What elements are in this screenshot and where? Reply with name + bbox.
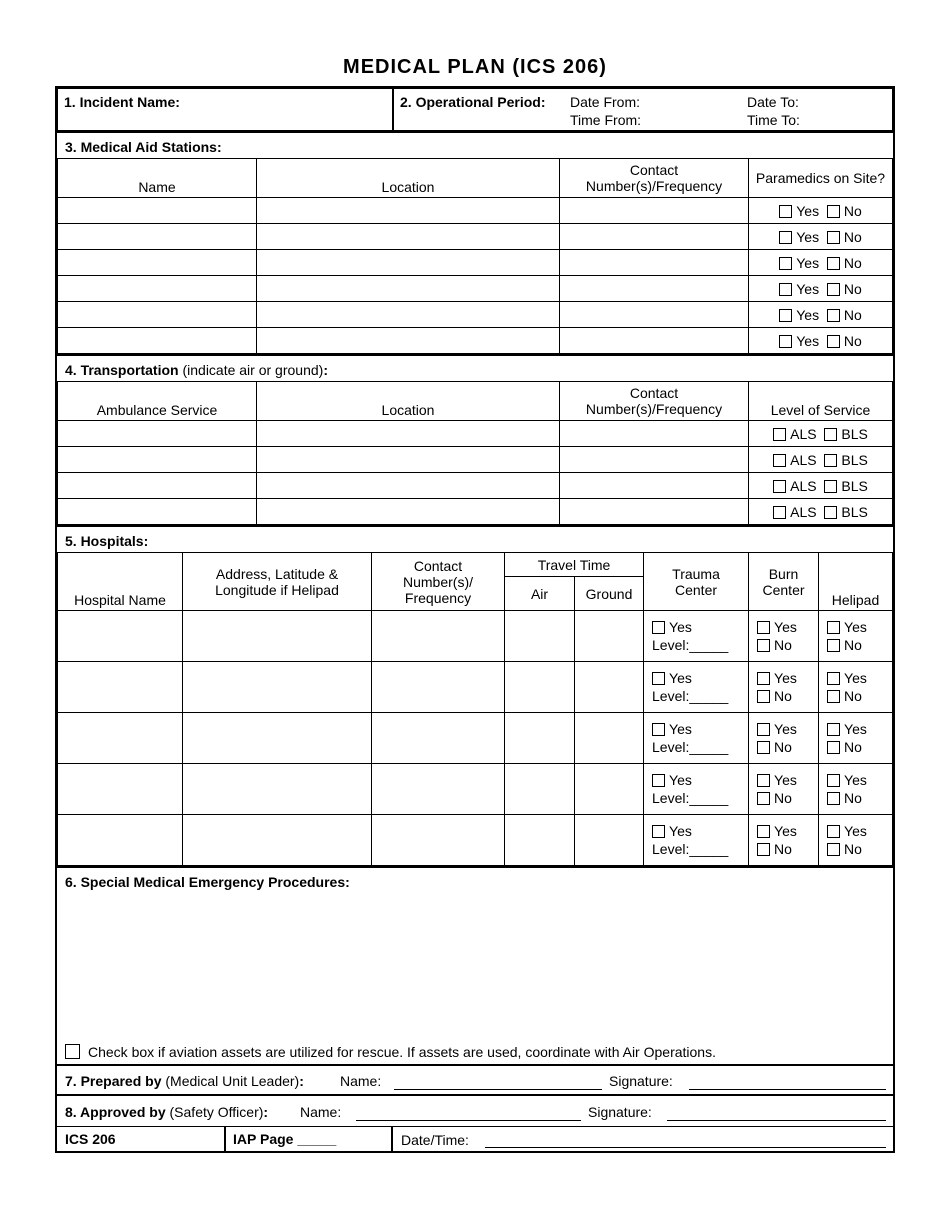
hospital-name-cell[interactable]	[58, 815, 183, 866]
aid-contact-cell[interactable]	[560, 198, 749, 224]
helipad-cell	[819, 662, 893, 713]
hospital-name-cell[interactable]	[58, 611, 183, 662]
aid-name-cell[interactable]	[58, 250, 257, 276]
iap-page-cell[interactable]	[226, 1127, 393, 1151]
col-address: Address, Latitude & Longitude if Helipad	[183, 553, 372, 611]
transportation-table	[57, 381, 893, 525]
burn-no-checkbox[interactable]	[757, 843, 770, 856]
ambulance-service-cell[interactable]	[58, 421, 257, 447]
col-location: Location	[257, 159, 560, 198]
helipad-cell	[819, 713, 893, 764]
paramedics-yes-label: Yes	[796, 280, 820, 297]
ambulance-service-cell[interactable]	[58, 473, 257, 499]
page-title: MEDICAL PLAN (ICS 206)	[343, 56, 607, 78]
date-to-label: Date To:	[747, 94, 799, 110]
aid-location-cell[interactable]	[257, 276, 560, 302]
transportation-section	[57, 354, 893, 525]
transport-location-cell[interactable]	[257, 499, 560, 525]
aid-paramedics-cell	[749, 250, 893, 276]
hospital-row	[58, 611, 893, 662]
aid-station-row	[58, 224, 893, 250]
hospital-address-cell[interactable]	[183, 815, 372, 866]
travel-air-cell[interactable]	[505, 815, 575, 866]
trauma-level-field[interactable]: Level:_____	[652, 841, 729, 857]
transport-contact-cell[interactable]	[560, 499, 749, 525]
als-checkbox[interactable]	[773, 428, 786, 441]
helipad-no-label: No	[844, 841, 862, 857]
aid-station-row	[58, 276, 893, 302]
hospital-contact-cell[interactable]	[372, 713, 505, 764]
iap-page-label: IAP Page _____	[233, 1131, 337, 1147]
bls-label: BLS	[841, 477, 868, 494]
hospital-row	[58, 764, 893, 815]
form-id: ICS 206	[65, 1131, 116, 1147]
aid-station-row	[58, 328, 893, 354]
transport-row	[58, 421, 893, 447]
paramedics-no-label: No	[843, 202, 862, 219]
hospital-row	[58, 662, 893, 713]
transport-row	[58, 447, 893, 473]
transport-row	[58, 499, 893, 525]
trauma-yes-checkbox[interactable]	[652, 621, 665, 634]
col-ground: Ground	[575, 577, 644, 611]
paramedics-no-label: No	[843, 332, 862, 349]
aid-station-row	[58, 250, 893, 276]
prepared-signature-label: Signature:	[609, 1073, 673, 1089]
transport-contact-cell[interactable]	[560, 421, 749, 447]
transport-location-cell[interactable]	[257, 447, 560, 473]
aid-station-row	[58, 198, 893, 224]
approved-name-label: Name:	[300, 1104, 342, 1120]
bls-checkbox[interactable]	[824, 428, 837, 441]
travel-ground-cell[interactable]	[575, 815, 644, 866]
helipad-no-label: No	[844, 688, 862, 704]
medical-aid-stations-section	[57, 131, 893, 354]
hospital-address-cell[interactable]	[183, 713, 372, 764]
paramedics-yes-label: Yes	[796, 254, 820, 271]
prepared-signature-input[interactable]	[689, 1074, 886, 1090]
burn-center-cell	[749, 611, 819, 662]
paramedics-yes-checkbox[interactable]	[779, 283, 792, 296]
als-checkbox[interactable]	[773, 454, 786, 467]
aid-location-cell[interactable]	[257, 250, 560, 276]
approved-signature-input[interactable]	[667, 1105, 886, 1121]
helipad-yes-label: Yes	[844, 772, 867, 788]
aid-name-cell[interactable]	[58, 224, 257, 250]
burn-center-cell	[749, 713, 819, 764]
helipad-no-checkbox[interactable]	[827, 843, 840, 856]
col-contact: Contact Number(s)/Frequency	[560, 382, 749, 421]
travel-air-cell[interactable]	[505, 662, 575, 713]
bls-checkbox[interactable]	[824, 480, 837, 493]
burn-yes-label: Yes	[774, 619, 797, 635]
burn-no-checkbox[interactable]	[757, 639, 770, 652]
aid-station-row	[58, 302, 893, 328]
trauma-center-cell	[644, 713, 749, 764]
special-procedures-section[interactable]	[57, 866, 893, 1064]
burn-no-label: No	[774, 739, 792, 755]
aid-contact-cell[interactable]	[560, 250, 749, 276]
burn-no-checkbox[interactable]	[757, 690, 770, 703]
transport-contact-cell[interactable]	[560, 447, 749, 473]
approved-by-label: 8. Approved by (Safety Officer):	[65, 1104, 269, 1120]
paramedics-yes-checkbox[interactable]	[779, 231, 792, 244]
travel-air-cell[interactable]	[505, 611, 575, 662]
col-paramedics: Paramedics on Site?	[749, 159, 893, 198]
paramedics-no-label: No	[843, 280, 862, 297]
burn-no-label: No	[774, 841, 792, 857]
paramedics-yes-label: Yes	[796, 306, 820, 323]
bls-label: BLS	[841, 451, 868, 468]
medical-aid-stations-table	[57, 158, 893, 354]
incident-name-field[interactable]	[58, 89, 394, 131]
burn-yes-checkbox[interactable]	[757, 621, 770, 634]
trauma-yes-label: Yes	[669, 670, 692, 686]
col-location: Location	[257, 382, 560, 421]
helipad-no-checkbox[interactable]	[827, 741, 840, 754]
paramedics-no-checkbox[interactable]	[827, 309, 840, 322]
transportation-label: 4. Transportation (indicate air or ground):	[65, 362, 328, 378]
hospital-row	[58, 713, 893, 764]
aid-location-cell[interactable]	[257, 328, 560, 354]
bls-label: BLS	[841, 425, 868, 442]
burn-yes-label: Yes	[774, 721, 797, 737]
burn-no-checkbox[interactable]	[757, 792, 770, 805]
trauma-yes-checkbox[interactable]	[652, 825, 665, 838]
aid-name-cell[interactable]	[58, 198, 257, 224]
approved-by-section	[57, 1094, 893, 1126]
transport-location-cell[interactable]	[257, 421, 560, 447]
helipad-no-checkbox[interactable]	[827, 690, 840, 703]
helipad-yes-checkbox[interactable]	[827, 825, 840, 838]
col-burn-center: Burn Center	[749, 553, 819, 611]
burn-yes-checkbox[interactable]	[757, 672, 770, 685]
trauma-yes-label: Yes	[669, 721, 692, 737]
trauma-center-cell	[644, 764, 749, 815]
ambulance-service-cell[interactable]	[58, 499, 257, 525]
aviation-checkbox[interactable]	[65, 1044, 80, 1059]
trauma-center-cell	[644, 662, 749, 713]
travel-ground-cell[interactable]	[575, 764, 644, 815]
travel-air-cell[interactable]	[505, 764, 575, 815]
aid-contact-cell[interactable]	[560, 328, 749, 354]
burn-yes-checkbox[interactable]	[757, 774, 770, 787]
level-of-service-cell	[749, 447, 893, 473]
burn-no-label: No	[774, 688, 792, 704]
helipad-yes-checkbox[interactable]	[827, 774, 840, 787]
aid-name-cell[interactable]	[58, 302, 257, 328]
aid-name-cell[interactable]	[58, 328, 257, 354]
burn-yes-label: Yes	[774, 772, 797, 788]
paramedics-no-label: No	[843, 306, 862, 323]
trauma-yes-checkbox[interactable]	[652, 723, 665, 736]
aid-name-cell[interactable]	[58, 276, 257, 302]
trauma-level-field[interactable]: Level:_____	[652, 688, 729, 704]
burn-yes-checkbox[interactable]	[757, 825, 770, 838]
bls-label: BLS	[841, 503, 868, 520]
level-of-service-cell	[749, 421, 893, 447]
helipad-yes-label: Yes	[844, 619, 867, 635]
helipad-yes-label: Yes	[844, 721, 867, 737]
medical-aid-stations-label: 3. Medical Aid Stations:	[65, 139, 222, 155]
col-ambulance-service: Ambulance Service	[58, 382, 257, 421]
approved-signature-label: Signature:	[588, 1104, 652, 1120]
paramedics-yes-label: Yes	[796, 228, 820, 245]
col-travel-time: Travel Time	[505, 553, 644, 577]
trauma-yes-label: Yes	[669, 772, 692, 788]
paramedics-yes-checkbox[interactable]	[779, 257, 792, 270]
aviation-check-text: Check box if aviation assets are utilized for rescue. If assets are used, coordinate with Air Operations.	[88, 1044, 716, 1060]
helipad-no-checkbox[interactable]	[827, 792, 840, 805]
transport-contact-cell[interactable]	[560, 473, 749, 499]
als-label: ALS	[790, 503, 817, 520]
burn-no-label: No	[774, 790, 792, 806]
burn-center-cell	[749, 764, 819, 815]
trauma-center-cell	[644, 815, 749, 866]
aid-paramedics-cell	[749, 224, 893, 250]
paramedics-no-checkbox[interactable]	[827, 205, 840, 218]
hospital-name-cell[interactable]	[58, 713, 183, 764]
paramedics-no-checkbox[interactable]	[827, 231, 840, 244]
bls-checkbox[interactable]	[824, 454, 837, 467]
paramedics-no-label: No	[843, 228, 862, 245]
aid-paramedics-cell	[749, 328, 893, 354]
col-trauma-center: Trauma Center	[644, 553, 749, 611]
level-of-service-cell	[749, 473, 893, 499]
transport-row	[58, 473, 893, 499]
helipad-no-label: No	[844, 637, 862, 653]
trauma-level-field[interactable]: Level:_____	[652, 637, 729, 653]
paramedics-no-checkbox[interactable]	[827, 283, 840, 296]
trauma-yes-label: Yes	[669, 823, 692, 839]
travel-air-cell[interactable]	[505, 713, 575, 764]
hospital-contact-cell[interactable]	[372, 815, 505, 866]
paramedics-yes-checkbox[interactable]	[779, 205, 792, 218]
aid-location-cell[interactable]	[257, 198, 560, 224]
hospital-contact-cell[interactable]	[372, 611, 505, 662]
als-checkbox[interactable]	[773, 480, 786, 493]
hospital-row	[58, 815, 893, 866]
hospital-contact-cell[interactable]	[372, 662, 505, 713]
burn-no-checkbox[interactable]	[757, 741, 770, 754]
operational-period-label: 2. Operational Period:	[400, 94, 546, 110]
hospitals-label: 5. Hospitals:	[65, 533, 149, 549]
col-level-of-service: Level of Service	[749, 382, 893, 421]
als-label: ALS	[790, 451, 817, 468]
col-hospital-name: Hospital Name	[58, 553, 183, 611]
paramedics-no-checkbox[interactable]	[827, 335, 840, 348]
trauma-yes-label: Yes	[669, 619, 692, 635]
trauma-level-field[interactable]: Level:_____	[652, 739, 729, 755]
aid-contact-cell[interactable]	[560, 224, 749, 250]
prepared-by-section	[57, 1064, 893, 1094]
incident-name-label: 1. Incident Name:	[64, 94, 180, 110]
helipad-no-label: No	[844, 739, 862, 755]
helipad-no-checkbox[interactable]	[827, 639, 840, 652]
hospital-name-cell[interactable]	[58, 764, 183, 815]
form-id-cell	[57, 1127, 226, 1151]
travel-ground-cell[interactable]	[575, 713, 644, 764]
paramedics-no-label: No	[843, 254, 862, 271]
aid-location-cell[interactable]	[257, 224, 560, 250]
operational-period-field[interactable]	[393, 89, 893, 131]
aid-contact-cell[interactable]	[560, 276, 749, 302]
burn-no-label: No	[774, 637, 792, 653]
hospital-address-cell[interactable]	[183, 611, 372, 662]
header-table	[57, 88, 893, 131]
aid-location-cell[interactable]	[257, 302, 560, 328]
medical-plan-form	[55, 86, 895, 1153]
aid-contact-cell[interactable]	[560, 302, 749, 328]
paramedics-yes-label: Yes	[796, 332, 820, 349]
form-footer	[57, 1126, 893, 1151]
col-air: Air	[505, 577, 575, 611]
approved-name-input[interactable]	[356, 1105, 581, 1121]
burn-yes-label: Yes	[774, 670, 797, 686]
helipad-yes-checkbox[interactable]	[827, 621, 840, 634]
helipad-yes-label: Yes	[844, 670, 867, 686]
helipad-cell	[819, 815, 893, 866]
level-of-service-cell	[749, 499, 893, 525]
travel-ground-cell[interactable]	[575, 662, 644, 713]
burn-center-cell	[749, 662, 819, 713]
col-contact: Contact Number(s)/ Frequency	[372, 553, 505, 611]
hospital-contact-cell[interactable]	[372, 764, 505, 815]
col-helipad: Helipad	[819, 553, 893, 611]
prepared-name-label: Name:	[340, 1073, 382, 1089]
burn-center-cell	[749, 815, 819, 866]
hospitals-section	[57, 525, 893, 866]
paramedics-yes-checkbox[interactable]	[779, 335, 792, 348]
datetime-label: Date/Time:	[401, 1132, 469, 1148]
travel-ground-cell[interactable]	[575, 611, 644, 662]
hospital-address-cell[interactable]	[183, 662, 372, 713]
ambulance-service-cell[interactable]	[58, 447, 257, 473]
paramedics-yes-label: Yes	[796, 202, 820, 219]
burn-yes-label: Yes	[774, 823, 797, 839]
paramedics-yes-checkbox[interactable]	[779, 309, 792, 322]
bls-checkbox[interactable]	[824, 506, 837, 519]
als-label: ALS	[790, 477, 817, 494]
paramedics-no-checkbox[interactable]	[827, 257, 840, 270]
als-label: ALS	[790, 425, 817, 442]
helipad-yes-label: Yes	[844, 823, 867, 839]
helipad-no-label: No	[844, 790, 862, 806]
hospitals-table	[57, 552, 893, 866]
helipad-yes-checkbox[interactable]	[827, 723, 840, 736]
prepared-name-input[interactable]	[394, 1074, 602, 1090]
aviation-check-row	[65, 1044, 716, 1060]
helipad-yes-checkbox[interactable]	[827, 672, 840, 685]
trauma-yes-checkbox[interactable]	[652, 774, 665, 787]
helipad-cell	[819, 764, 893, 815]
aid-paramedics-cell	[749, 276, 893, 302]
datetime-input[interactable]	[485, 1132, 886, 1148]
trauma-yes-checkbox[interactable]	[652, 672, 665, 685]
trauma-level-field[interactable]: Level:_____	[652, 790, 729, 806]
trauma-center-cell	[644, 611, 749, 662]
hospital-address-cell[interactable]	[183, 764, 372, 815]
aid-paramedics-cell	[749, 302, 893, 328]
date-from-label: Date From:	[570, 94, 641, 110]
col-name: Name	[58, 159, 257, 198]
prepared-by-label: 7. Prepared by (Medical Unit Leader):	[65, 1073, 304, 1089]
hospital-name-cell[interactable]	[58, 662, 183, 713]
time-to-label: Time To:	[747, 112, 800, 128]
col-contact: Contact Number(s)/Frequency	[560, 159, 749, 198]
special-procedures-label: 6. Special Medical Emergency Procedures:	[65, 874, 350, 890]
aid-paramedics-cell	[749, 198, 893, 224]
als-checkbox[interactable]	[773, 506, 786, 519]
helipad-cell	[819, 611, 893, 662]
burn-yes-checkbox[interactable]	[757, 723, 770, 736]
transport-location-cell[interactable]	[257, 473, 560, 499]
time-from-label: Time From:	[570, 112, 642, 128]
